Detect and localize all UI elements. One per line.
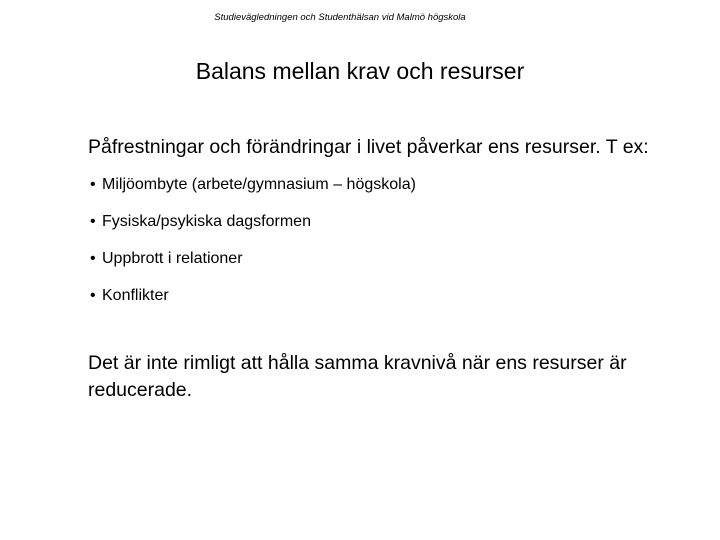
list-item — [90, 175, 688, 195]
bullet-icon: • — [90, 250, 96, 267]
outro-text: Det är inte rimligt att hålla samma kravnivå när ens resurser är reducerade. — [88, 352, 627, 401]
list-item-text: Fysiska/psykiska dagsformen — [102, 213, 311, 230]
bullet-icon: • — [90, 287, 96, 304]
bullet-icon: • — [90, 176, 96, 193]
bullet-icon: • — [90, 213, 96, 230]
list-item — [90, 212, 688, 232]
bullet-list — [88, 175, 688, 306]
list-item-text: Uppbrott i relationer — [102, 250, 243, 267]
intro-text: Påfrestningar och förändringar i livet påverkar ens resurser. T ex: — [88, 136, 649, 158]
slide-content — [88, 134, 688, 401]
list-item-text: Konflikter — [102, 287, 169, 304]
list-item — [90, 249, 688, 269]
header-note: Studievägledningen och Studenthälsan vid Malmö högskola — [214, 12, 466, 23]
slide-title: Balans mellan krav och resurser — [195, 58, 525, 84]
list-item — [90, 286, 688, 306]
list-item-text: Miljöombyte (arbete/gymnasium – högskola) — [102, 176, 416, 193]
